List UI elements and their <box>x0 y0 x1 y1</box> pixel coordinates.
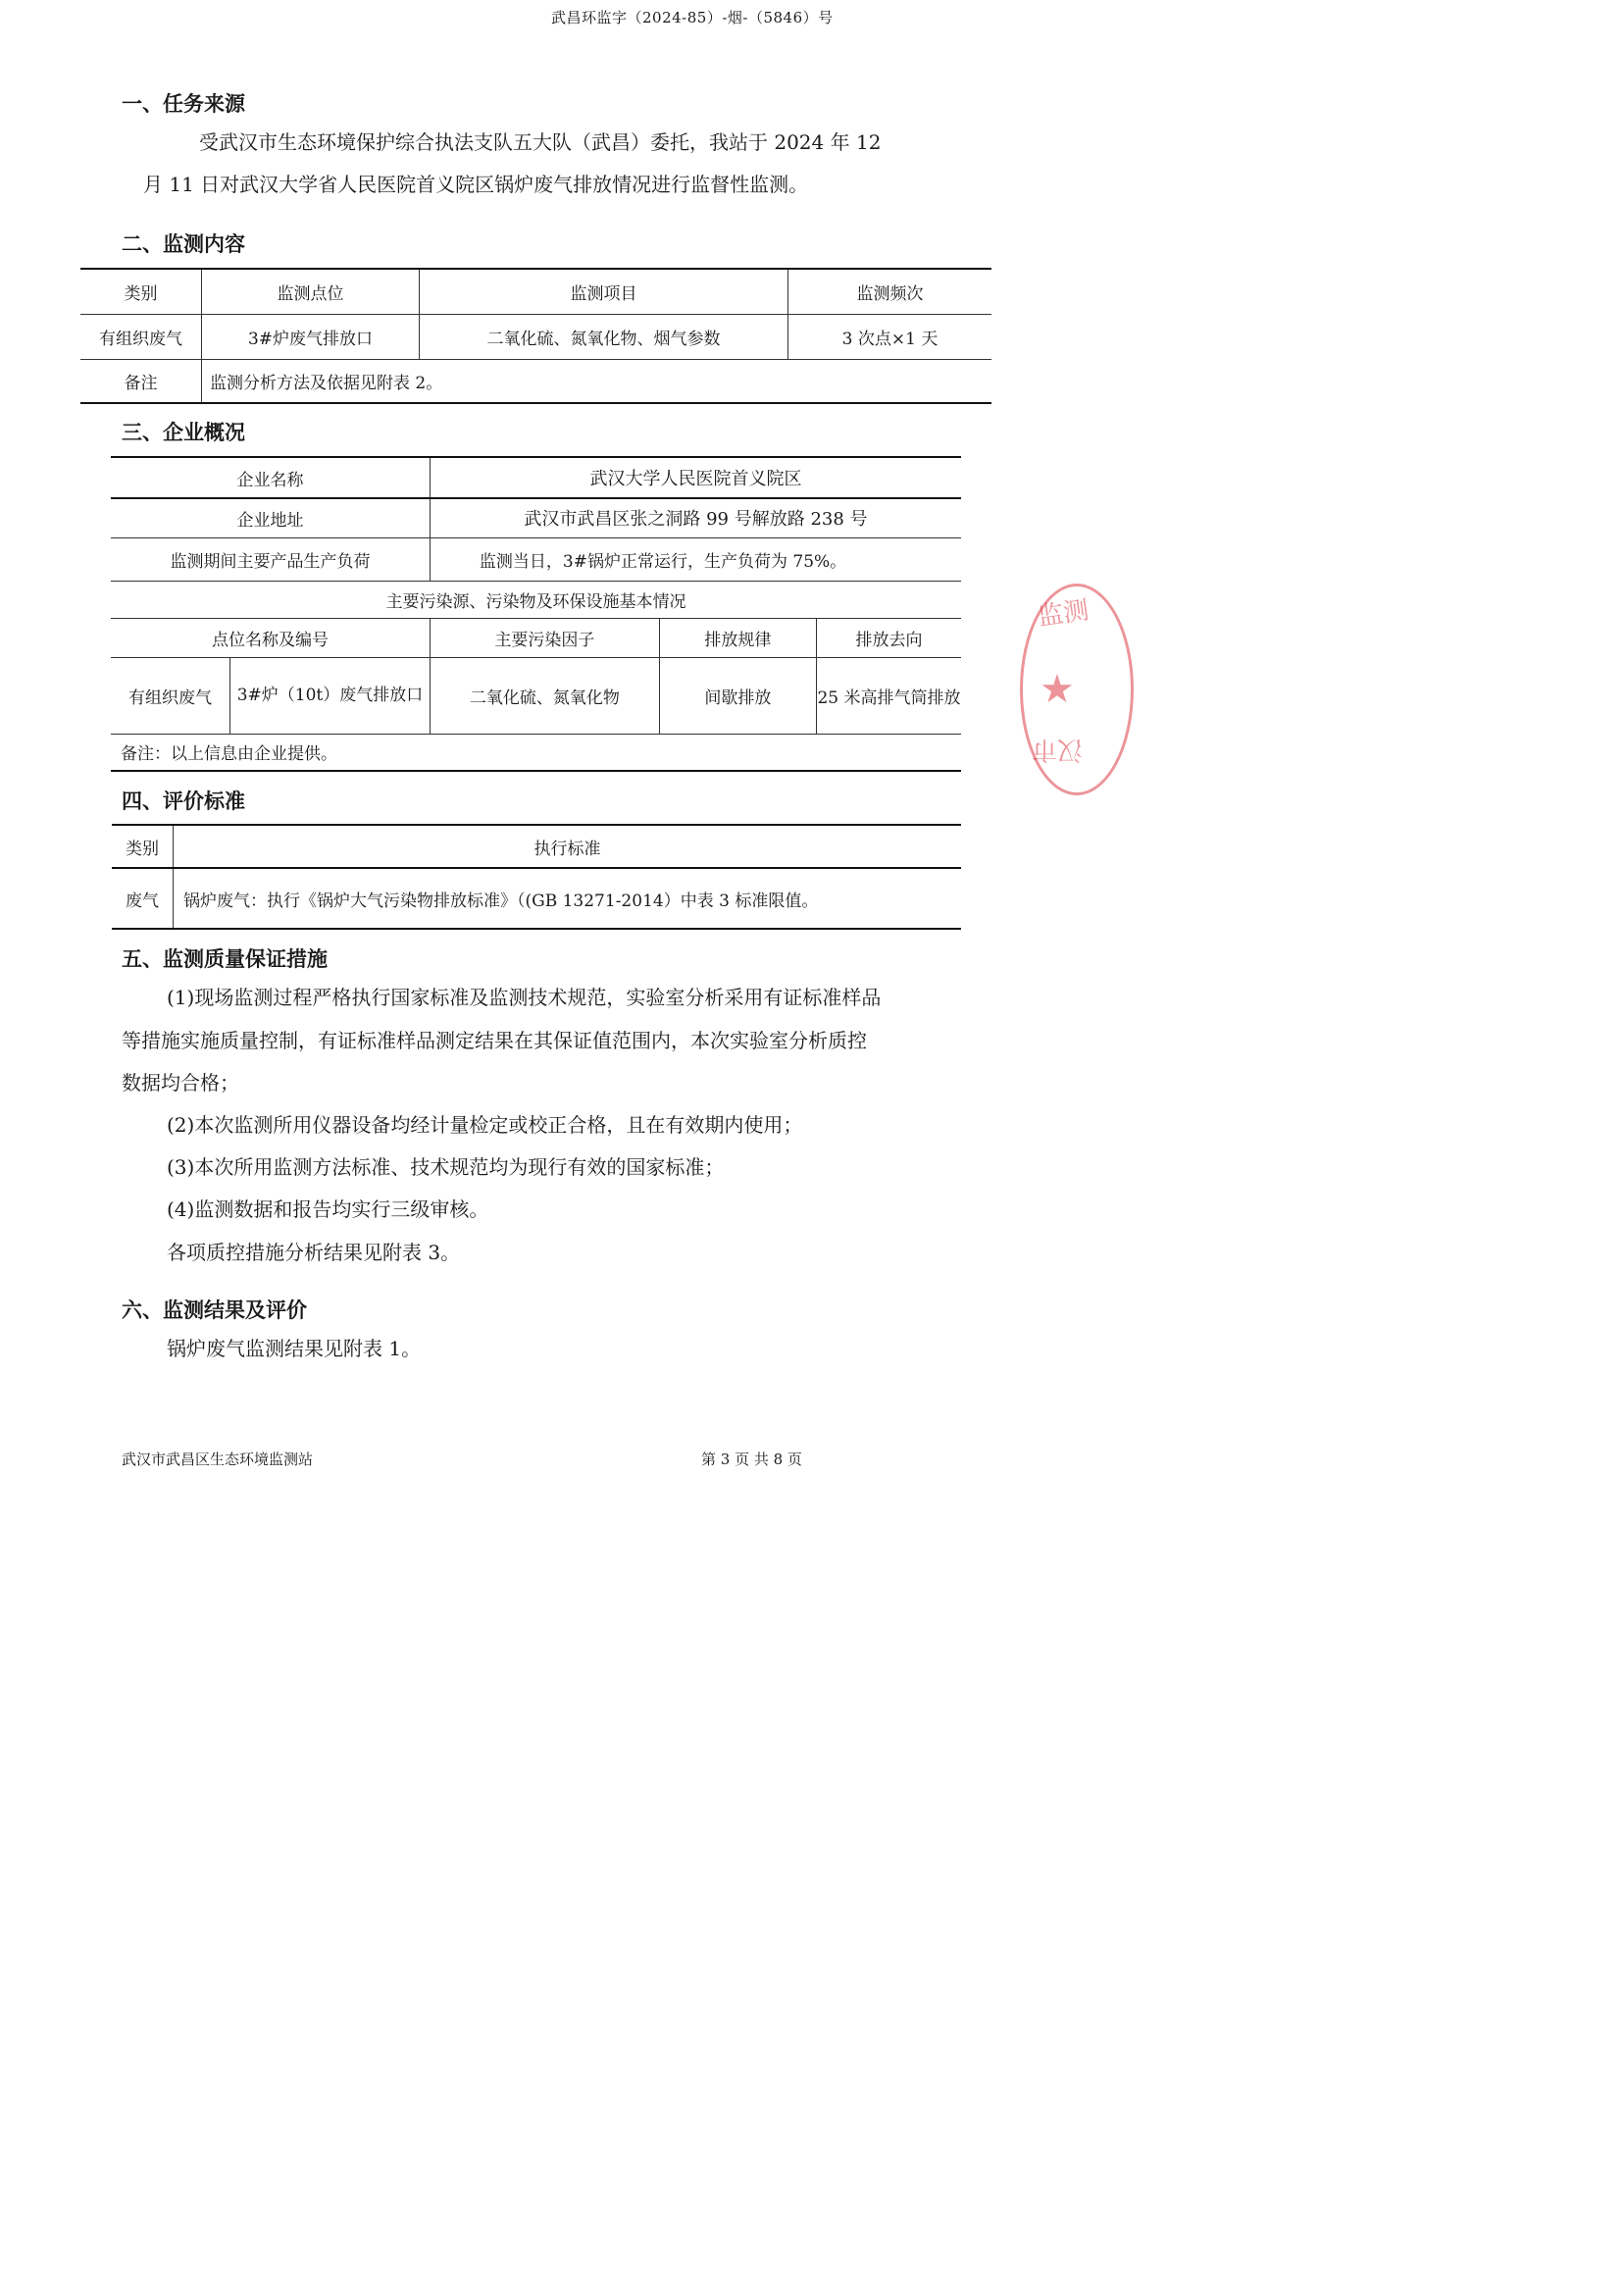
task-source-line-2: 月 11 日对武汉大学省人民医院首义院区锅炉废气排放情况进行监督性监测。 <box>143 173 809 196</box>
enterprise-address: 武汉市武昌区张之洞路 99 号解放路 238 号 <box>430 498 961 537</box>
quality-p1-line1: (1)现场监测过程严格执行国家标准及监测技术规范，实验室分析采用有证标准样品 <box>167 986 882 1009</box>
cell-point: 3#炉废气排放口 <box>202 314 420 359</box>
header-point: 监测点位 <box>202 269 420 314</box>
enterprise-name-label: 企业名称 <box>111 457 430 498</box>
cell-item: 二氧化硫、氮氧化物、烟气参数 <box>420 314 788 359</box>
seal-star-icon: ★ <box>1040 667 1075 712</box>
pollution-subtitle: 主要污染源、污染物及环保设施基本情况 <box>111 581 961 618</box>
pollution-rule: 间歇排放 <box>659 657 816 734</box>
section-title-quality: 五、监测质量保证措施 <box>122 946 328 971</box>
quality-p1-line2: 等措施实施质量控制，有证标准样品测定结果在其保证值范围内，本次实验室分析质控 <box>122 1029 867 1052</box>
cell-category: 有组织废气 <box>80 314 202 359</box>
footer-organization: 武汉市武昌区生态环境监测站 <box>122 1451 314 1468</box>
pollution-direction: 25 米高排气筒排放 <box>816 657 961 734</box>
standard-row-text: 锅炉废气：执行《锅炉大气污染物排放标准》（(GB 13271-2014）中表 3 标准限值。 <box>183 891 819 911</box>
section-title-monitoring-content: 二、监测内容 <box>122 231 245 256</box>
col-point-header: 点位名称及编号 <box>111 618 430 657</box>
standard-col-std: 执行标准 <box>174 825 962 868</box>
enterprise-note: 备注：以上信息由企业提供。 <box>121 744 337 765</box>
task-source-line-1: 受武汉市生态环境保护综合执法支队五大队（武昌）委托，我站于 2024 年 12 <box>199 130 882 154</box>
pollution-type: 有组织废气 <box>111 657 230 734</box>
section-title-enterprise: 三、企业概况 <box>122 420 245 444</box>
cell-frequency: 3 次点×1 天 <box>788 314 992 359</box>
header-item: 监测项目 <box>420 269 788 314</box>
section-title-results: 六、监测结果及评价 <box>122 1298 307 1322</box>
standard-col-type: 类别 <box>112 825 174 868</box>
seal-text-top: 监测 <box>1036 595 1091 633</box>
seal-text-bottom: 汉市 <box>1032 735 1084 764</box>
enterprise-address-label: 企业地址 <box>111 498 430 537</box>
quality-p1-line3: 数据均合格； <box>122 1071 239 1095</box>
note-label: 备注 <box>80 359 202 403</box>
pollution-point: 3#炉（10t）废气排放口 <box>230 657 431 734</box>
col-rule-header: 排放规律 <box>659 618 816 657</box>
document-number: 武昌环监字（2024-85）-烟-（5846）号 <box>551 9 834 26</box>
quality-p2: (2)本次监测所用仪器设备均经计量检定或校正合格，且在有效期内使用； <box>167 1113 803 1137</box>
production-load: 监测当日，3#锅炉正常运行，生产负荷为 75%。 <box>430 537 961 581</box>
quality-p3: (3)本次所用监测方法标准、技术规范均为现行有效的国家标准； <box>167 1155 725 1179</box>
header-category: 类别 <box>80 269 202 314</box>
quality-p4: (4)监测数据和报告均实行三级审核。 <box>167 1197 489 1221</box>
col-factor-header: 主要污染因子 <box>430 618 659 657</box>
section-title-task-source: 一、任务来源 <box>122 91 245 116</box>
results-text: 锅炉废气监测结果见附表 1。 <box>167 1337 422 1360</box>
enterprise-table <box>111 456 961 772</box>
production-load-label: 监测期间主要产品生产负荷 <box>111 537 430 581</box>
col-direction-header: 排放去向 <box>816 618 961 657</box>
footer-page-number: 第 3 页 共 8 页 <box>701 1451 802 1468</box>
pollution-factor: 二氧化硫、氮氧化物 <box>430 657 659 734</box>
enterprise-name: 武汉大学人民医院首义院区 <box>430 457 961 498</box>
standard-table <box>112 824 961 930</box>
section-title-standard: 四、评价标准 <box>122 789 245 813</box>
standard-row-type: 废气 <box>112 868 174 929</box>
header-frequency: 监测频次 <box>788 269 992 314</box>
monitoring-content-table <box>80 268 991 404</box>
quality-p5: 各项质控措施分析结果见附表 3。 <box>167 1241 461 1264</box>
note-text: 监测分析方法及依据见附表 2。 <box>210 373 443 393</box>
